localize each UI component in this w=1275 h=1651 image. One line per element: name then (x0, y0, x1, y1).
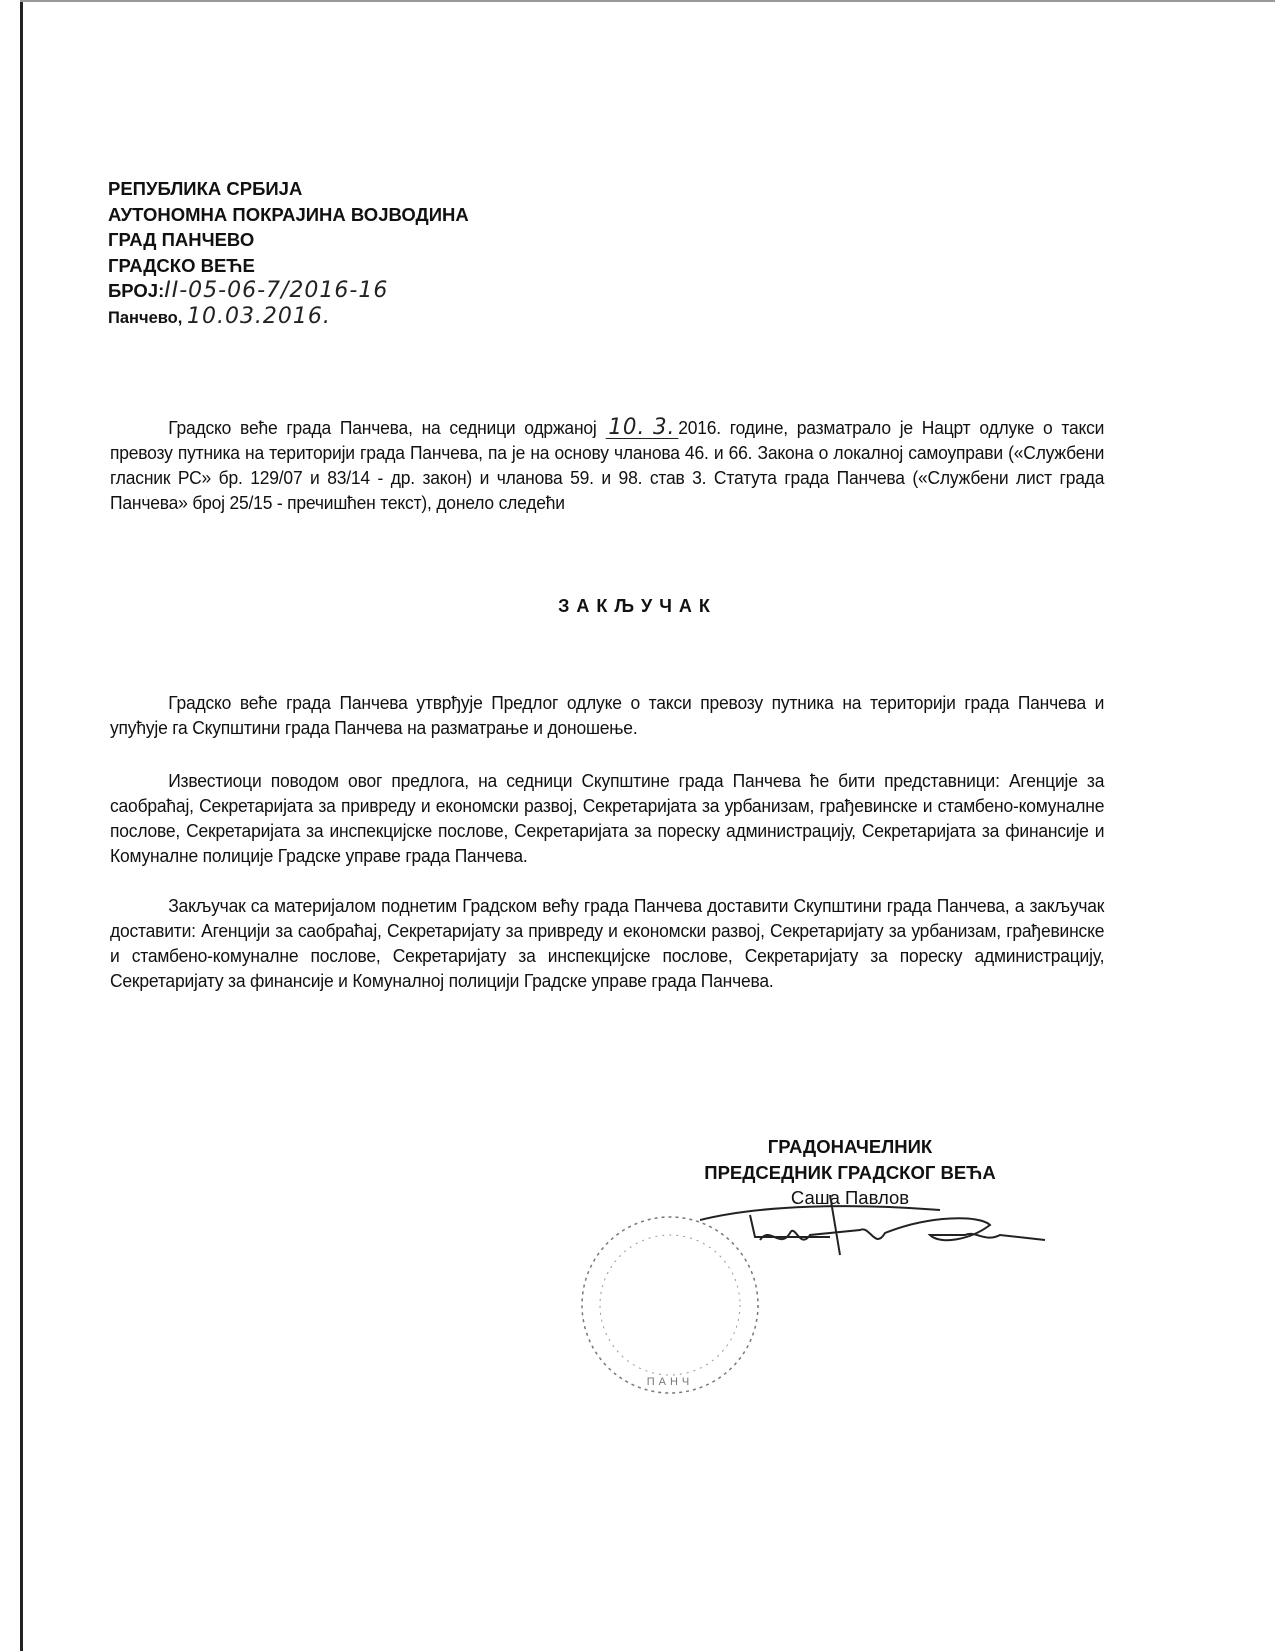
date-value: 10.03.2016. (186, 303, 331, 329)
header-line-republic: РЕПУБЛИКА СРБИЈА (108, 178, 303, 199)
document-title: ЗАКЉУЧАК (558, 596, 717, 616)
session-date-handwritten: 10. 3. (605, 418, 678, 439)
place-label: Панчево, (108, 308, 183, 327)
paragraph-3 (110, 894, 1104, 994)
paragraph-1 (110, 691, 1104, 741)
paragraph-1-text: Градско веће града Панчева утврђује Предлог одлуке о такси превозу путника на територији града Панчева и упућује га Скупштини града Панчева на разматрање и доношење. (110, 693, 1105, 738)
scan-edge-top (20, 0, 1275, 2)
header-line-province: АУТОНОМНА ПОКРАЈИНА ВОЈВОДИНА (108, 203, 469, 225)
paragraph-2 (110, 769, 1104, 869)
paragraph-3-text: Закључак са материјалом поднетим Градском већу града Панчева доставити Скупштини града Панчева, а закључак доставити: Агенцији за саобраћај, Секретаријату за привреду и економски развој, Секретаријату за урбанизам, грађевинске и стамбено-комуналне послове, Секретаријату за инспекцијске послове, Секретаријату за пореску администрацију, Секретаријату за финансије и Комуналној полицији Градске управе града Панчева. (110, 896, 1105, 991)
intro-text-end: 2016. године, разматрало је Нацрт одлуке о такси превозу путника на територији града Панчева, па је на основу чланова 46. и 66. Закона о локалној самоуправи («Службени гласник РС» бр. 129/07 и 83/14 - др. закон) и чланова 59. и 98. став 3. Статута града Панчева («Службени лист града Панчева» број 25/15 - пречишћен текст), донело следећи (110, 418, 1105, 513)
document-header (108, 176, 469, 332)
number-value: II-05-06-7/2016-16 (164, 278, 389, 304)
header-line-council: ГРАДСКО ВЕЋЕ (108, 254, 255, 276)
signatory-title-mayor: ГРАДОНАЧЕЛНИК (767, 1136, 933, 1157)
intro-paragraph (110, 416, 1104, 516)
document-date (108, 304, 469, 332)
intro-text-start: Градско веће града Панчева, на седници одржаној (168, 418, 597, 438)
header-line-city: ГРАД ПАНЧЕВО (108, 229, 255, 251)
scan-edge-left (20, 0, 23, 1651)
number-label: БРОЈ: (108, 280, 165, 302)
signatory-name: Саша Павлов (790, 1187, 910, 1208)
signatory-title-president: ПРЕДСЕДНИК ГРАДСКОГ ВЕЋА (704, 1161, 996, 1183)
handwritten-signature (700, 1195, 1060, 1265)
svg-text:ПАНЧ: ПАНЧ (646, 1376, 694, 1388)
document-number (108, 278, 469, 304)
paragraph-2-text: Известиоци поводом овог предлога, на седници Скупштине града Панчева ће бити представници: Агенције за саобраћај, Секретаријата за привреду и економски развој, Секретаријата за урбанизам, грађевинске и стамбено-комуналне послове, Секретаријата за инспекцијске послове, Секретаријата за пореску администрацију, Секретаријата за финансије и Комуналне полиције Градске управе града Панчева. (110, 771, 1105, 866)
